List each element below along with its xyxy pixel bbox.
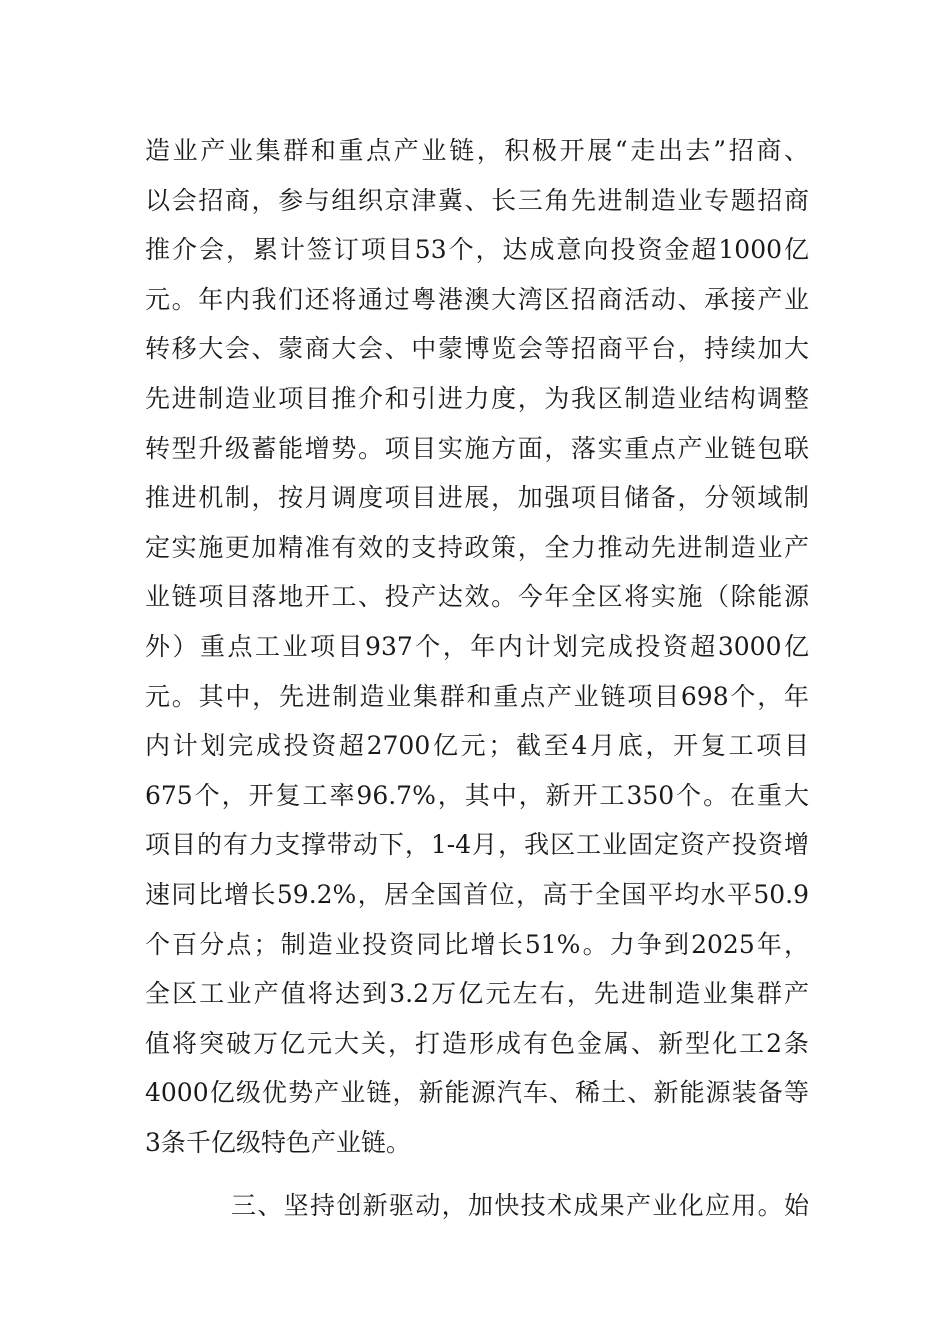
paragraph	[145, 126, 809, 1167]
text-line: 造业产业集群和重点产业链，积极开展“走出去”招商、	[145, 136, 809, 165]
text-line: 推进机制，按月调度项目进展，加强项目储备，分领域制	[145, 483, 809, 513]
text-line: 项目的有力支撑带动下，1-4月，我区工业固定资产投资增	[145, 830, 809, 860]
document-body	[145, 126, 809, 1231]
section-heading-line: 三、坚持创新驱动，加快技术成果产业化应用。始	[231, 1191, 809, 1221]
text-line: 先进制造业项目推介和引进力度，为我区制造业结构调整	[145, 383, 809, 413]
text-line: 3条千亿级特色产业链。	[145, 1127, 411, 1157]
text-line: 转移大会、蒙商大会、中蒙博览会等招商平台，持续加大	[145, 334, 809, 364]
text-line: 外）重点工业项目937个，年内计划完成投资超3000亿	[145, 631, 809, 661]
text-line: 元。其中，先进制造业集群和重点产业链项目698个，年	[145, 681, 809, 711]
text-line: 675个，开复工率96.7%，其中，新开工350个。在重大	[145, 780, 809, 810]
section-paragraph	[145, 1181, 809, 1231]
text-line: 速同比增长59.2%，居全国首位，高于全国平均水平50.9	[145, 879, 809, 909]
text-line: 值将突破万亿元大关，打造形成有色金属、新型化工2条	[145, 1028, 809, 1058]
text-line: 推介会，累计签订项目53个，达成意向投资金超1000亿	[145, 235, 809, 265]
text-line: 以会招商，参与组织京津冀、长三角先进制造业专题招商	[145, 185, 809, 215]
text-line: 定实施更加精准有效的支持政策，全力推动先进制造业产	[145, 532, 809, 562]
text-line: 元。年内我们还将通过粤港澳大湾区招商活动、承接产业	[145, 284, 809, 314]
text-line: 转型升级蓄能增势。项目实施方面，落实重点产业链包联	[145, 433, 809, 463]
text-line: 内计划完成投资超2700亿元；截至4月底，开复工项目	[145, 731, 809, 761]
text-line: 业链项目落地开工、投产达效。今年全区将实施（除能源	[145, 582, 809, 612]
text-line: 全区工业产值将达到3.2万亿元左右，先进制造业集群产	[145, 979, 809, 1009]
text-line: 个百分点；制造业投资同比增长51%。力争到2025年，	[145, 929, 809, 959]
text-line: 4000亿级优势产业链，新能源汽车、稀土、新能源装备等	[145, 1078, 809, 1108]
